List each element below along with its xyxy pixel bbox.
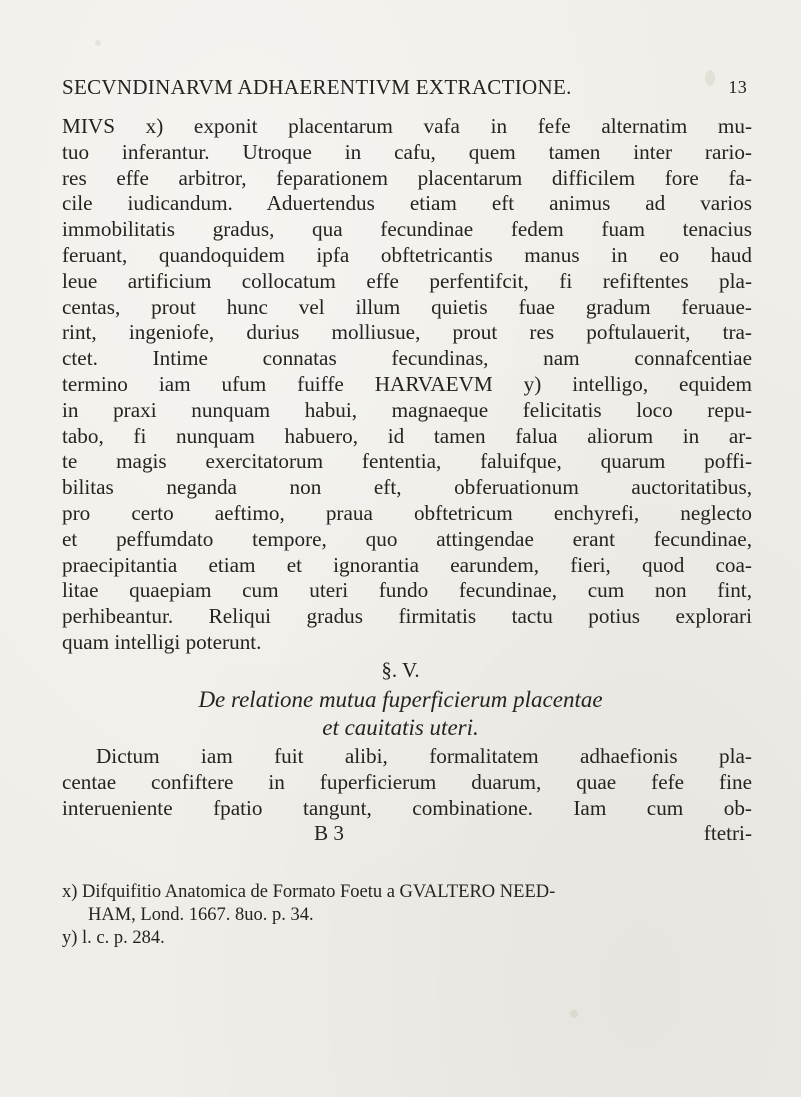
- text-line: bilitas neganda non eft, obferuationum auctoritatibus,: [62, 475, 752, 500]
- text-line: immobilitatis gradus, qua fecundinae fedem fuam tenacius: [62, 217, 752, 242]
- page-title: SECVNDINARVM ADHAERENTIVM EXTRACTIONE.: [62, 75, 572, 99]
- text-line: rint, ingeniofe, durius molliusue, prout res poftulauerit, tra-: [62, 320, 752, 345]
- text-line: quam intelligi poterunt.: [62, 629, 262, 654]
- section-heading: De relatione mutua fuperficierum placentae: [198, 687, 603, 712]
- text-line: praecipitantia etiam et ignorantia earundem, fieri, quod coa-: [62, 552, 752, 577]
- text-line: tuo inferantur. Utroque in cafu, quem tamen inter rario-: [62, 139, 752, 164]
- paper-stain: [570, 1010, 578, 1018]
- text-line: feruant, quandoquidem ipfa obftetricantis manus in eo haud: [62, 242, 752, 267]
- text-line: leue artificium collocatum effe perfentifcit, fi refiftentes pla-: [62, 268, 752, 293]
- footnote-y: y) l. c. p. 284.: [62, 928, 165, 948]
- text-line: centas, prout hunc vel illum quietis fuae gradum feruaue-: [62, 294, 752, 319]
- paragraph-1: [62, 114, 752, 656]
- text-line: tabo, fi nunquam habuero, id tamen falua aliorum in ar-: [62, 423, 752, 448]
- text-line: interueniente fpatio tangunt, combinatione. Iam cum ob-: [62, 795, 752, 820]
- paragraph-2: [62, 744, 752, 847]
- signature-line: [62, 821, 752, 847]
- text-line: centae confiftere in fuperficierum duarum, quae fefe fine: [62, 769, 752, 794]
- text-line: ctet. Intime connatas fecundinas, nam connafcentiae: [62, 346, 752, 371]
- paper-stain: [95, 40, 101, 46]
- text-line: MIVS x) exponit placentarum vafa in fefe alternatim mu-: [62, 114, 752, 138]
- page-number: 13: [728, 77, 747, 97]
- signature-mark: B 3: [314, 821, 345, 846]
- text-line: termino iam ufum fuiffe HARVAEVM y) intelligo, equidem: [62, 371, 752, 396]
- text-line: Dictum iam fuit alibi, formalitatem adhaefionis pla-: [96, 744, 752, 768]
- footnote-x-continued: HAM, Lond. 1667. 8uo. p. 34.: [88, 905, 314, 925]
- catchword: ftetri-: [703, 821, 752, 846]
- text-line: et peffumdato tempore, quo attingendae erant fecundinae,: [62, 526, 752, 551]
- footnotes: [62, 881, 752, 950]
- running-head: [62, 75, 747, 105]
- text-line: litae quaepiam cum uteri fundo fecundinae, cum non fint,: [62, 578, 752, 603]
- text-line: res effe arbitror, feparationem placentarum difficilem fore fa-: [62, 165, 752, 190]
- section-heading-continued: et cauitatis uteri.: [322, 715, 479, 740]
- text-line: cile iudicandum. Aduertendus etiam eft animus ad varios: [62, 191, 752, 216]
- section-number: §. V.: [381, 658, 420, 682]
- text-line: pro certo aeftimo, praua obftetricum enchyrefi, neglecto: [62, 500, 752, 525]
- footnote-x: x) Difquifitio Anatomica de Formato Foetu a GVALTERO NEED-: [62, 882, 556, 902]
- text-line: perhibeantur. Reliqui gradus firmitatis tactu potius explorari: [62, 604, 752, 629]
- text-line: te magis exercitatorum fententia, faluifque, quarum poffi-: [62, 449, 752, 474]
- text-line: in praxi nunquam habui, magnaeque felicitatis loco repu-: [62, 397, 752, 422]
